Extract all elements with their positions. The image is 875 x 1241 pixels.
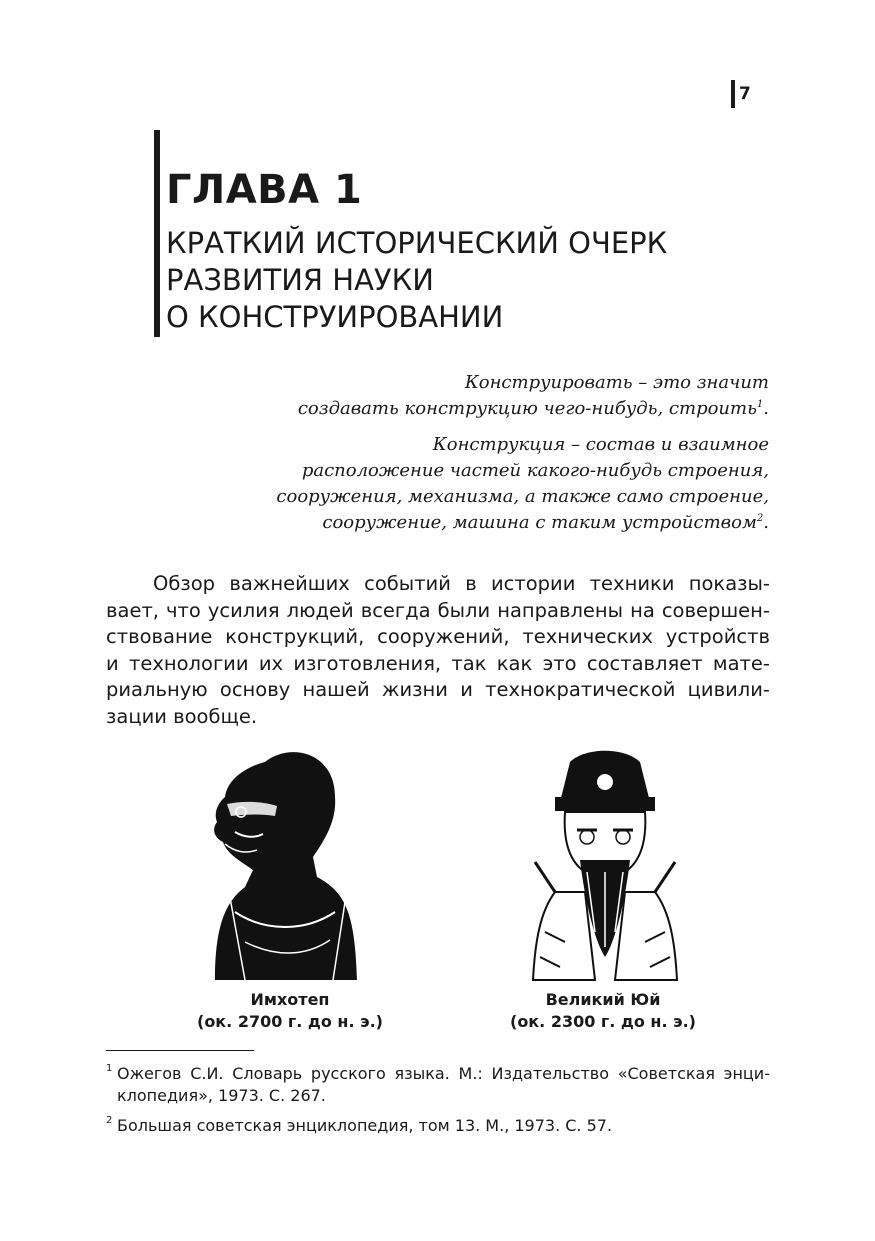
word: Словарь	[232, 1064, 303, 1083]
chapter-title-line: РАЗВИТИЯ НАУКИ	[166, 263, 434, 297]
epigraph-text: сооружение, машина с таким устройством	[322, 512, 757, 533]
word: технократической	[485, 678, 676, 701]
word: в	[465, 572, 477, 595]
word: так	[451, 651, 487, 675]
word: истории	[490, 572, 576, 595]
word: что	[166, 598, 201, 622]
word: техники	[589, 572, 675, 595]
word: как	[496, 651, 533, 675]
epigraph-line: Конструировать – это значит	[464, 372, 769, 393]
epigraph-block	[209, 370, 769, 422]
word: Ожегов	[117, 1064, 182, 1083]
chapter-title-line: КРАТКИЙ ИСТОРИЧЕСКИЙ ОЧЕРК	[166, 226, 668, 260]
caption-date: (ок. 2300 г. до н. э.)	[510, 1012, 696, 1031]
word: нашей	[302, 678, 370, 701]
footnotes	[106, 1063, 770, 1137]
word: всегда	[360, 598, 431, 622]
word: энци-	[723, 1064, 770, 1083]
word: и	[460, 678, 473, 701]
epigraph-line: сооружение, машина с таким устройством$^2$.	[322, 512, 769, 533]
word: их	[258, 651, 284, 675]
word: ствование	[106, 625, 213, 648]
word: вает,	[106, 598, 159, 622]
epigraph-text: создавать конструкцию чего-нибудь, строить	[297, 398, 757, 419]
epigraph-line: расположение частей какого-нибудь строения,	[301, 460, 769, 481]
word: составляет	[586, 651, 703, 675]
body-line	[106, 651, 770, 678]
epigraph-line: Конструкция – состав и взаимное	[432, 434, 769, 455]
word: мате-	[712, 651, 770, 675]
caption-date: (ок. 2700 г. до н. э.)	[197, 1012, 383, 1031]
caption-yu	[473, 989, 733, 1033]
footnote-line	[117, 1063, 770, 1085]
word: технических	[522, 625, 653, 648]
word: языка.	[394, 1064, 450, 1083]
epigraph	[209, 370, 769, 536]
body-paragraph	[106, 571, 770, 730]
word: риальную	[106, 678, 208, 701]
word: усилия	[207, 598, 280, 622]
imhotep-illustration	[205, 742, 365, 982]
body-line	[106, 624, 770, 651]
word: Издательство	[491, 1064, 610, 1083]
word: Обзор	[153, 572, 216, 595]
word: важнейших	[229, 572, 350, 595]
word: событий	[364, 572, 451, 595]
page-number: 7	[739, 84, 751, 104]
portrait-imhotep	[205, 742, 365, 982]
footnote-ref: 2	[756, 513, 764, 524]
footnote	[106, 1063, 770, 1107]
yu-illustration	[525, 742, 685, 982]
footnote-number: 2	[106, 1115, 113, 1126]
word: людей	[286, 598, 354, 622]
word: С.И.	[190, 1064, 224, 1083]
footnote-line: Большая советская энциклопедия, том 13. М., 1973. С. 57.	[117, 1116, 613, 1135]
word: сооружений,	[377, 625, 510, 648]
chapter-title	[166, 225, 726, 336]
word: основу	[219, 678, 291, 701]
word: и	[106, 651, 119, 675]
portrait-yu-the-great	[525, 742, 685, 982]
body-line	[106, 677, 770, 704]
word: совершен-	[661, 598, 770, 622]
epigraph-block	[209, 432, 769, 536]
epigraph-line: создавать конструкцию чего-нибудь, строить$^1$.	[297, 398, 769, 419]
footnote-divider	[106, 1050, 254, 1051]
caption-name: Имхотеп	[250, 990, 330, 1009]
word: М.:	[458, 1064, 483, 1083]
epigraph-line: сооружения, механизма, а также само строение,	[276, 486, 769, 507]
footnote-ref: 1	[756, 399, 764, 410]
word: русского	[310, 1064, 386, 1083]
word: конструкций,	[225, 625, 365, 648]
word: изготовления,	[293, 651, 442, 675]
chapter-bar	[154, 130, 160, 337]
word: были	[437, 598, 491, 622]
word: «Советская	[617, 1064, 715, 1083]
word: это	[542, 651, 577, 675]
word: показы-	[688, 572, 770, 595]
footnote	[106, 1115, 770, 1137]
word: цивили-	[687, 678, 770, 701]
body-line: зации вообще.	[106, 704, 258, 728]
word: на	[630, 598, 655, 622]
footnote-line: клопедия», 1973. С. 267.	[117, 1086, 326, 1105]
chapter-title-line: О КОНСТРУИРОВАНИИ	[166, 300, 504, 334]
body-line	[106, 571, 770, 598]
chapter-label: ГЛАВА 1	[166, 167, 363, 213]
word: устройств	[665, 625, 770, 648]
caption-imhotep	[160, 989, 420, 1033]
page-number-bar	[731, 80, 735, 108]
word: технологии	[128, 651, 249, 675]
word: направлены	[497, 598, 624, 622]
footnote-number: 1	[106, 1063, 113, 1074]
word: жизни	[381, 678, 448, 701]
body-line	[106, 598, 770, 625]
caption-name: Великий Юй	[545, 990, 661, 1009]
